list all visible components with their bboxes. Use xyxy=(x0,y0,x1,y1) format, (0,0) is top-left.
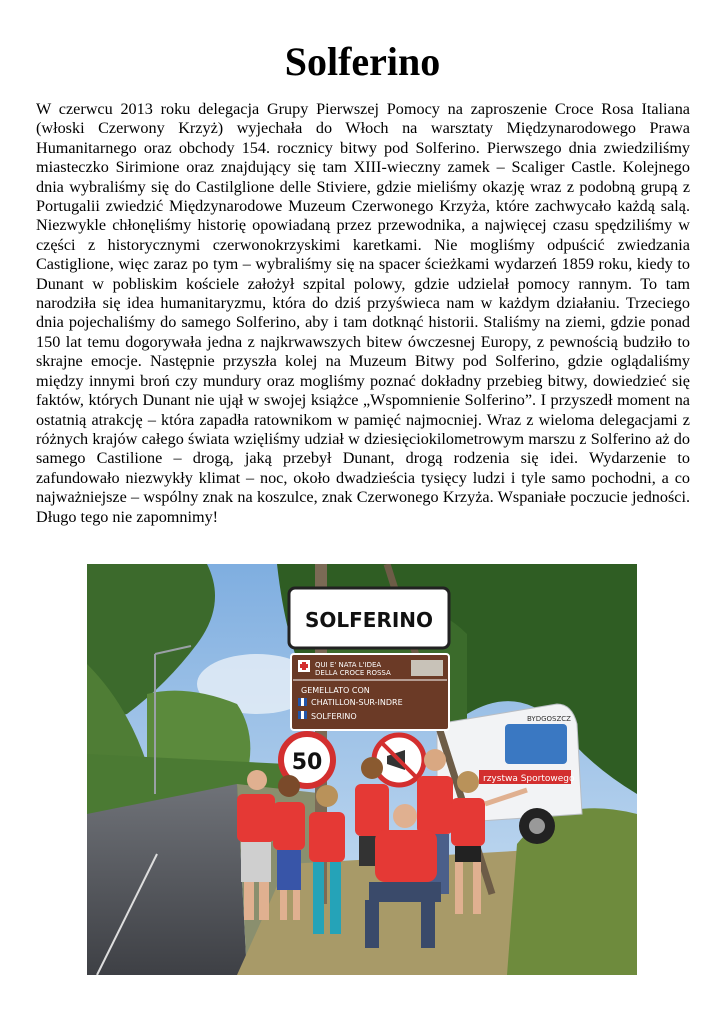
sign-main-text: SOLFERINO xyxy=(304,608,434,632)
sign-idea-line1: QUI E' NATA L'IDEA xyxy=(315,661,382,669)
group-photo xyxy=(87,564,637,975)
van-top-text: BYDGOSZCZ xyxy=(527,715,571,723)
sign-twin-line2: CHATILLON-SUR-INDRE xyxy=(311,698,403,707)
sign-idea-line2: DELLA CROCE ROSSA xyxy=(315,669,391,677)
speed-limit-text: 50 xyxy=(291,750,323,775)
article-body: W czerwcu 2013 roku delegacja Grupy Pierwszej Pomocy na zaproszenie Croce Rosa Italiana (włoski Czerwony Krzyż) wyjechała do Włoch na warsztaty Międzynarodowego Prawa Humanitarnego oraz obchody 154. rocznicy bitwy pod Solferino. Pierwszego dnia zwiedziliśmy miasteczko Sirimione oraz znajdujący się tam XIII-wieczny zamek – Scaliger Castle. Kolejnego dnia wybraliśmy się do Castilglione delle Stiviere, gdzie mieliśmy okazję wraz z podobną grupą z Portugalii zwiedzić Międzynarodowe Muzeum Czerwonego Krzyża, które zachwycało każdą salą. Niezwykle chłonęliśmy historię opowiadaną przez przewodnika, a najwięcej czasu spędziliśmy w części z historycznymi czerwonokrzyskimi karetkami. Nie mogliśmy odpuścić zwiedzania Castiglione, więc zaraz po tym – wybraliśmy się na spacer ścieżkami wydarzeń 1859 roku, kiedy to Dunant w pobliskim kościele założył szpital polowy, gdzie udzielał pomocy rannym. To tam narodziła się idea humanitaryzmu, która do dziś przyświeca nam w każdym działaniu. Trzeciego dnia pojechaliśmy do samego Solferino, aby i tam dotknąć historii. Staliśmy na ziemi, gdzie ponad 150 lat temu dogorywała jedna z najkrwawszych bitew ówczesnej Europy, z pewnością budziło to skrajne emocje. Następnie przyszła kolej na Muzeum Bitwy pod Solferino, gdzie oglądaliśmy między innymi broń czy mundury oraz mogliśmy poznać dokładny przebieg bitwy, dowiedzieć się faktów, których Dunant nie ujął w swojej książce „Wspomnienie Solferino”. I przyszedł moment na ostatnią atrakcję – która zapadła ratownikom w pamięć najmocniej. Wraz z wieloma delegacjami z różnych krajów całego świata wzięliśmy udział w dziesięciokilometrowym marszu z Solferino aż do samego Castilione – drogą, jaką przebył Dunant, drogą rodzenia się idei. Wydarzenie to zafundowało niezwykły klimat – noc, około dwadzieścia tysięcy ludzi i tyle samo pochodni, a co najważniejsze – wspólny znak na koszulce, znak Czerwonego Krzyża. Wspaniałe poczucie jedności. Długo tego nie zapomnimy! xyxy=(36,100,690,526)
sign-twin-line1: GEMELLATO CON xyxy=(301,686,370,695)
info-sign xyxy=(291,654,449,730)
solferino-sign xyxy=(289,588,449,648)
van-side-text: rzystwa Sportowego xyxy=(483,774,575,784)
sign-twin-line3: SOLFERINO xyxy=(311,712,357,721)
page-title: Solferino xyxy=(284,39,441,84)
no-horn-sign xyxy=(374,735,424,785)
